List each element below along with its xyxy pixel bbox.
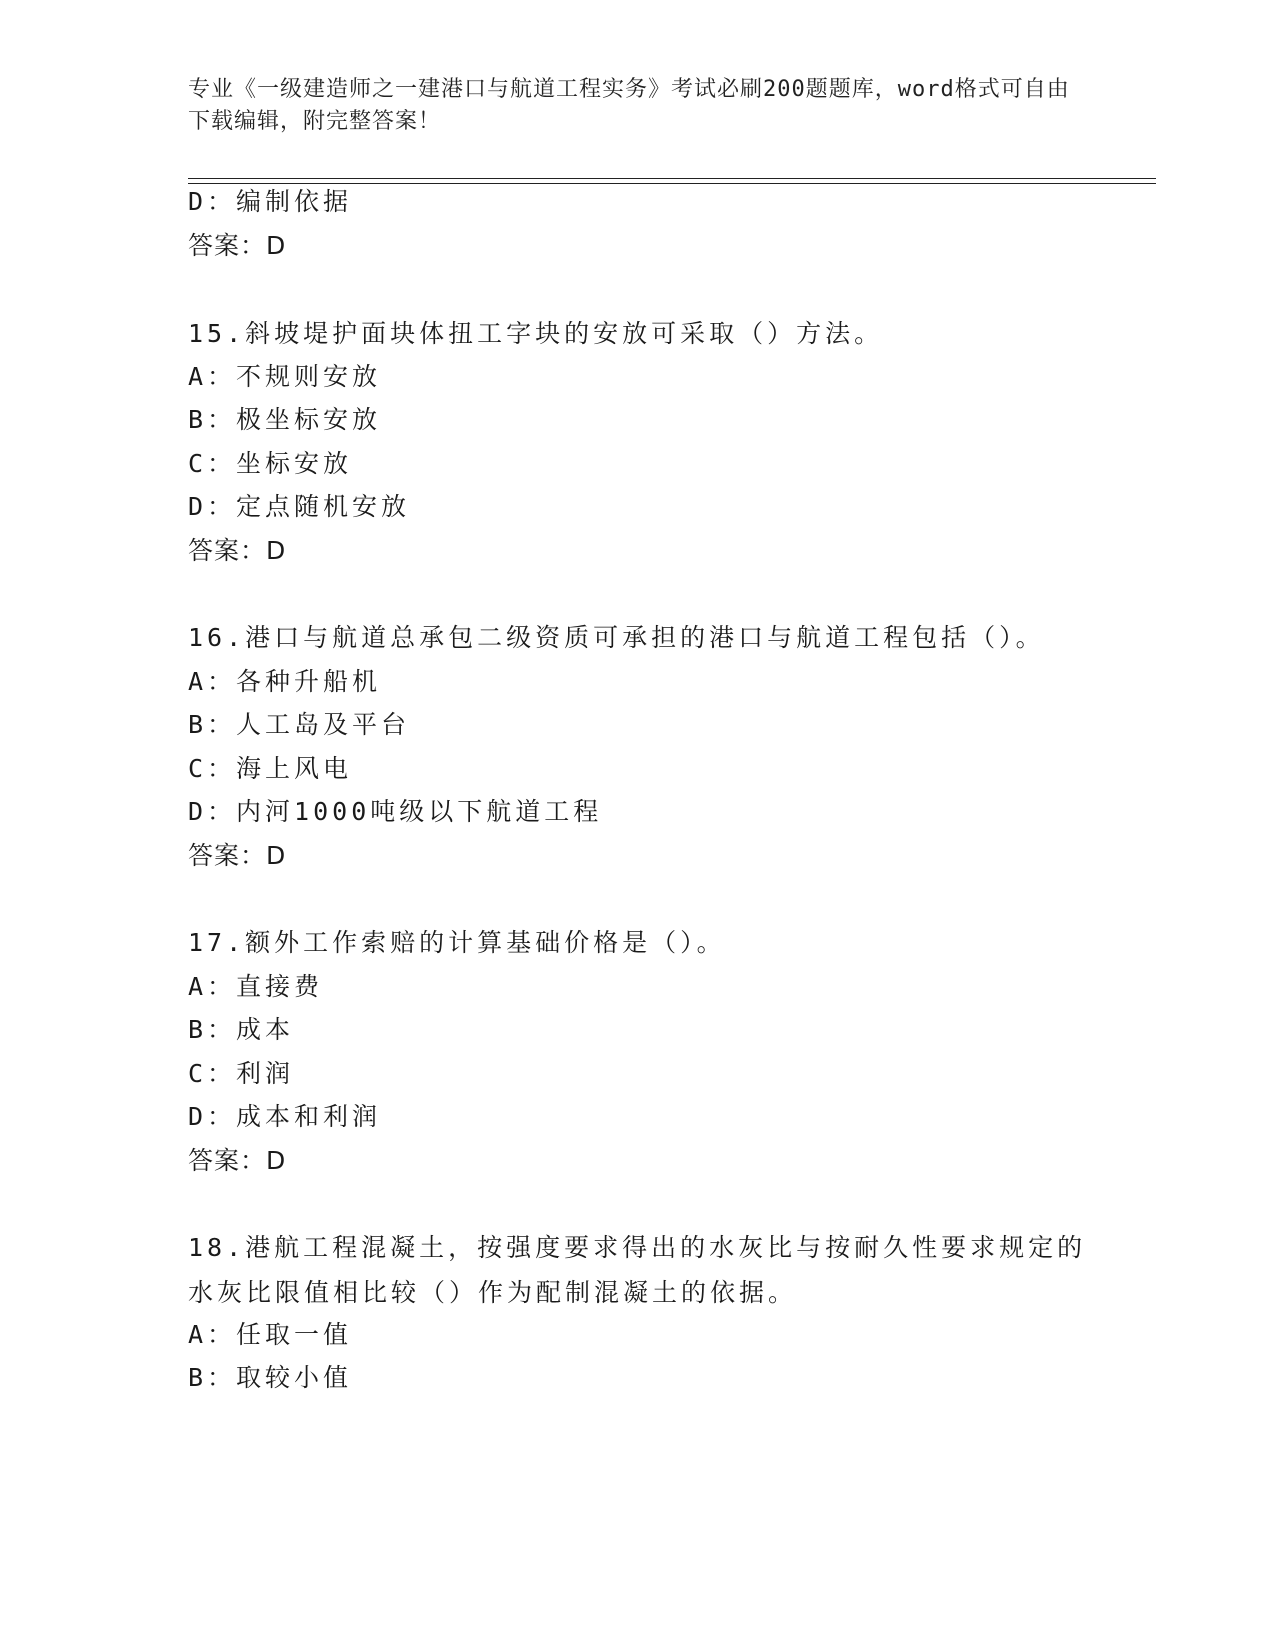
option-a: A：不规则安放 [188, 362, 382, 391]
option-c: C：海上风电 [188, 754, 353, 783]
option-a: A：直接费 [188, 972, 324, 1001]
option-c: C：坐标安放 [188, 449, 353, 478]
answer-line: 答案：D [188, 841, 287, 870]
answer-line: 答案：D [188, 1146, 287, 1175]
option-a: A：任取一值 [188, 1320, 353, 1349]
option-b: B：人工岛及平台 [188, 710, 411, 739]
question-18: 18.港航工程混凝土，按强度要求得出的水灰比与按耐久性要求规定的水灰比限值相比较（）作为配制混凝土的依据。 [188, 1233, 1087, 1307]
option-d: D：成本和利润 [188, 1102, 382, 1131]
option-d: D：内河1000吨级以下航道工程 [188, 797, 603, 826]
document-header: 专业《一级建造师之一建港口与航道工程实务》考试必刷200题题库，word格式可自由下载编辑，附完整答案！ [188, 77, 1070, 134]
option-d: D：定点随机安放 [188, 492, 411, 521]
header-divider [188, 178, 1156, 184]
answer-line: 答案：D [188, 231, 287, 260]
option-b: B：极坐标安放 [188, 405, 382, 434]
answer-line: 答案：D [188, 536, 287, 565]
option-d: D：编制依据 [188, 187, 353, 216]
question-15: 15.斜坡堤护面块体扭工字块的安放可采取（）方法。 [188, 319, 884, 348]
question-16: 16.港口与航道总承包二级资质可承担的港口与航道工程包括（）。 [188, 623, 1045, 652]
option-b: B：成本 [188, 1015, 295, 1044]
question-17: 17.额外工作索赔的计算基础价格是（）。 [188, 928, 726, 957]
option-a: A：各种升船机 [188, 667, 382, 696]
option-c: C：利润 [188, 1059, 295, 1088]
option-b: B：取较小值 [188, 1363, 353, 1392]
